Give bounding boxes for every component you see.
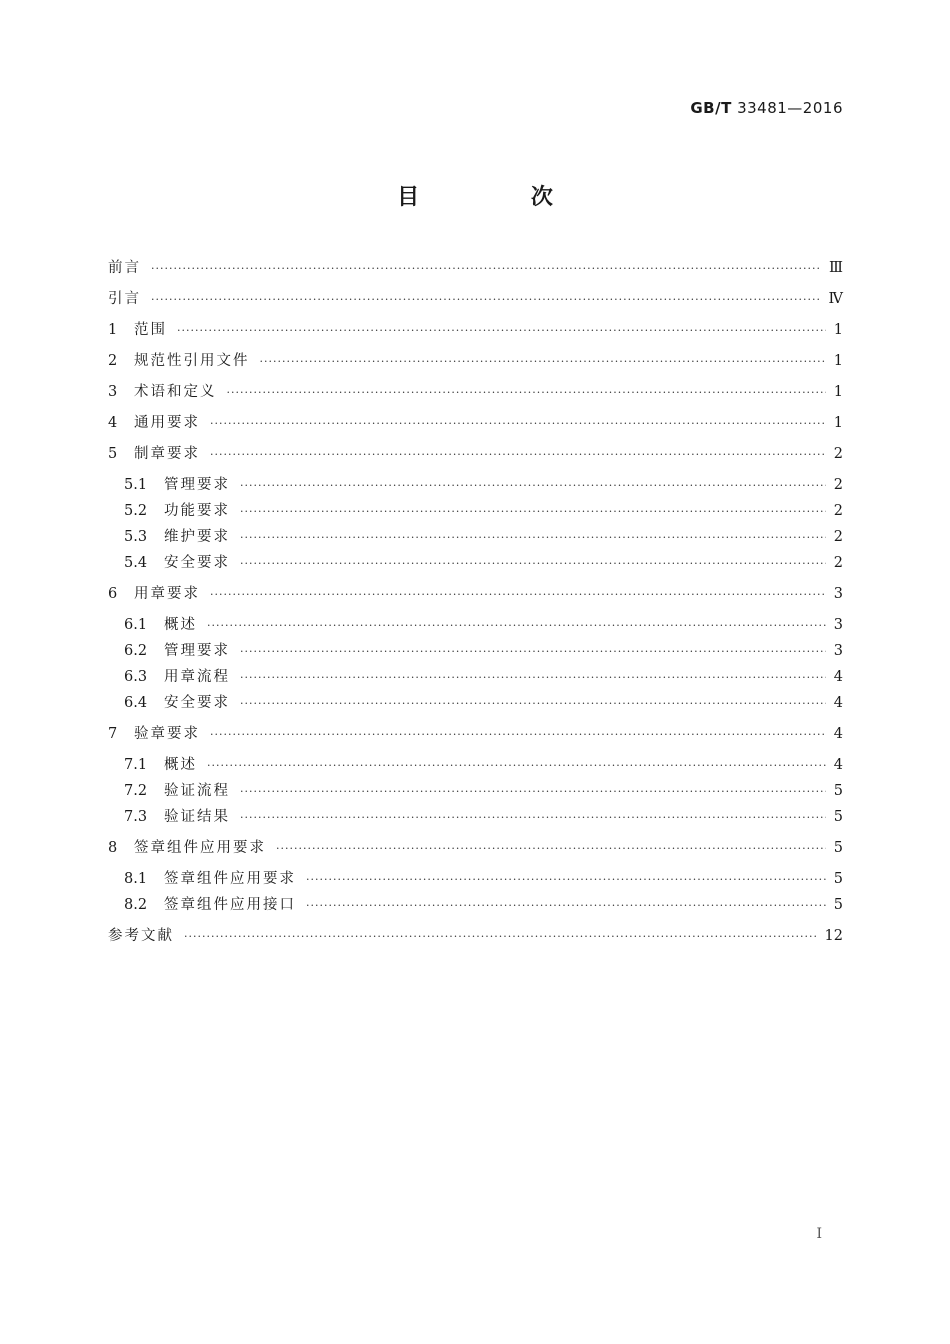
toc-entry-number: 5 <box>108 446 118 462</box>
toc-entry-number: 7 <box>108 726 118 742</box>
toc-leader-dots <box>240 502 826 522</box>
toc-entry-label: 引言 <box>108 291 141 307</box>
toc-entry-page: 3 <box>833 586 843 602</box>
toc-entry-number: 8.1 <box>124 871 148 887</box>
toc-entry-label: 管理要求 <box>164 643 230 659</box>
toc-entry-page: 1 <box>833 353 843 369</box>
toc-leader-dots <box>184 927 817 947</box>
toc-entry-label: 规范性引用文件 <box>134 353 250 369</box>
toc-entry[interactable] <box>108 755 843 776</box>
toc-entry-label: 签章组件应用接口 <box>164 897 296 913</box>
toc-entry-label: 用章流程 <box>164 669 230 685</box>
toc-entry[interactable] <box>108 838 843 859</box>
toc-entry-page: 3 <box>833 617 843 633</box>
toc-leader-dots <box>227 383 826 403</box>
toc-entry[interactable] <box>108 584 843 605</box>
toc-entry-page: 4 <box>833 695 843 711</box>
toc-entry-number: 5.1 <box>124 477 148 493</box>
toc-leader-dots <box>210 725 826 745</box>
toc-entry-number: 5.4 <box>124 555 148 571</box>
toc-leader-dots <box>276 839 826 859</box>
toc-entry[interactable] <box>108 553 843 574</box>
toc-entry-label: 参考文献 <box>108 928 174 944</box>
toc-entry-number: 6 <box>108 586 118 602</box>
toc-entry-number: 6.1 <box>124 617 148 633</box>
toc-entry-page: 4 <box>833 757 843 773</box>
toc-entry-label: 验证结果 <box>164 809 230 825</box>
standard-code-number: 33481—2016 <box>737 99 843 117</box>
toc-entry[interactable] <box>108 895 843 916</box>
toc-entry[interactable] <box>108 807 843 828</box>
toc-leader-dots <box>177 321 826 341</box>
toc-entry-label: 制章要求 <box>134 446 200 462</box>
toc-entry-number: 8.2 <box>124 897 148 913</box>
toc-entry-number: 6.3 <box>124 669 148 685</box>
standard-code-prefix: GB/T <box>690 99 732 117</box>
toc-leader-dots <box>306 896 826 916</box>
toc-entry-page: 1 <box>833 384 843 400</box>
toc-leader-dots <box>306 870 826 890</box>
toc-entry-page: 3 <box>833 643 843 659</box>
toc-entry-page: 5 <box>833 897 843 913</box>
toc-entry[interactable] <box>108 527 843 548</box>
toc-entry[interactable] <box>108 667 843 688</box>
toc-entry[interactable] <box>108 501 843 522</box>
toc-entry-label: 功能要求 <box>164 503 230 519</box>
toc-entry-page: 5 <box>833 840 843 856</box>
toc-entry-page: 2 <box>833 529 843 545</box>
toc-entry-label: 概述 <box>164 757 197 773</box>
toc-entry-number: 6.2 <box>124 643 148 659</box>
toc-entry-label: 签章组件应用要求 <box>134 840 266 856</box>
page-title: 目 次 <box>397 185 605 210</box>
table-of-contents <box>108 258 843 947</box>
toc-leader-dots <box>240 554 826 574</box>
toc-entry-number: 2 <box>108 353 118 369</box>
toc-leader-dots <box>210 414 826 434</box>
toc-entry-label: 前言 <box>108 260 141 276</box>
toc-leader-dots <box>240 808 826 828</box>
toc-leader-dots <box>240 782 826 802</box>
toc-leader-dots <box>240 642 826 662</box>
toc-entry-page: 1 <box>833 322 843 338</box>
toc-entry-label: 用章要求 <box>134 586 200 602</box>
toc-leader-dots <box>210 445 826 465</box>
toc-entry[interactable] <box>108 258 843 279</box>
toc-entry-page: Ⅳ <box>828 291 843 307</box>
toc-entry-label: 范围 <box>134 322 167 338</box>
toc-entry-label: 签章组件应用要求 <box>164 871 296 887</box>
toc-entry[interactable] <box>108 641 843 662</box>
toc-entry[interactable] <box>108 926 843 947</box>
toc-leader-dots <box>240 476 826 496</box>
toc-entry-label: 验章要求 <box>134 726 200 742</box>
toc-entry-number: 3 <box>108 384 118 400</box>
toc-entry[interactable] <box>108 869 843 890</box>
toc-entry-page: 4 <box>833 669 843 685</box>
toc-entry[interactable] <box>108 724 843 745</box>
toc-entry-page: Ⅲ <box>829 260 843 276</box>
toc-entry[interactable] <box>108 475 843 496</box>
toc-entry[interactable] <box>108 781 843 802</box>
toc-entry-page: 2 <box>833 503 843 519</box>
toc-leader-dots <box>151 290 821 310</box>
toc-entry-label: 术语和定义 <box>134 384 217 400</box>
toc-entry-number: 8 <box>108 840 118 856</box>
toc-entry[interactable] <box>108 693 843 714</box>
toc-entry-label: 管理要求 <box>164 477 230 493</box>
toc-leader-dots <box>260 352 826 372</box>
toc-entry-page: 5 <box>833 783 843 799</box>
toc-entry-number: 7.1 <box>124 757 148 773</box>
toc-entry-page: 5 <box>833 871 843 887</box>
toc-entry-page: 2 <box>833 477 843 493</box>
toc-entry[interactable] <box>108 382 843 403</box>
toc-entry-page: 1 <box>833 415 843 431</box>
toc-entry-number: 7.2 <box>124 783 148 799</box>
toc-leader-dots <box>207 756 826 776</box>
toc-entry[interactable] <box>108 289 843 310</box>
toc-entry-label: 验证流程 <box>164 783 230 799</box>
toc-entry[interactable] <box>108 320 843 341</box>
toc-entry[interactable] <box>108 351 843 372</box>
toc-leader-dots <box>210 585 826 605</box>
footer-page-number: I <box>816 1226 822 1242</box>
toc-leader-dots <box>240 528 826 548</box>
toc-entry[interactable] <box>108 615 843 636</box>
toc-entry-number: 6.4 <box>124 695 148 711</box>
toc-entry-page: 2 <box>833 446 843 462</box>
toc-leader-dots <box>240 668 826 688</box>
toc-entry-label: 维护要求 <box>164 529 230 545</box>
toc-leader-dots <box>151 259 821 279</box>
toc-leader-dots <box>207 616 826 636</box>
standard-code <box>690 99 843 117</box>
toc-entry-page: 12 <box>824 928 843 944</box>
toc-entry-page: 2 <box>833 555 843 571</box>
toc-entry[interactable] <box>108 413 843 434</box>
toc-entry-label: 通用要求 <box>134 415 200 431</box>
toc-entry-label: 安全要求 <box>164 695 230 711</box>
toc-entry-number: 7.3 <box>124 809 148 825</box>
toc-entry-label: 安全要求 <box>164 555 230 571</box>
toc-entry-label: 概述 <box>164 617 197 633</box>
toc-leader-dots <box>240 694 826 714</box>
toc-entry[interactable] <box>108 444 843 465</box>
toc-entry-page: 5 <box>833 809 843 825</box>
toc-entry-number: 4 <box>108 415 118 431</box>
toc-entry-number: 5.2 <box>124 503 148 519</box>
toc-entry-page: 4 <box>833 726 843 742</box>
toc-entry-number: 5.3 <box>124 529 148 545</box>
toc-entry-number: 1 <box>108 322 118 338</box>
